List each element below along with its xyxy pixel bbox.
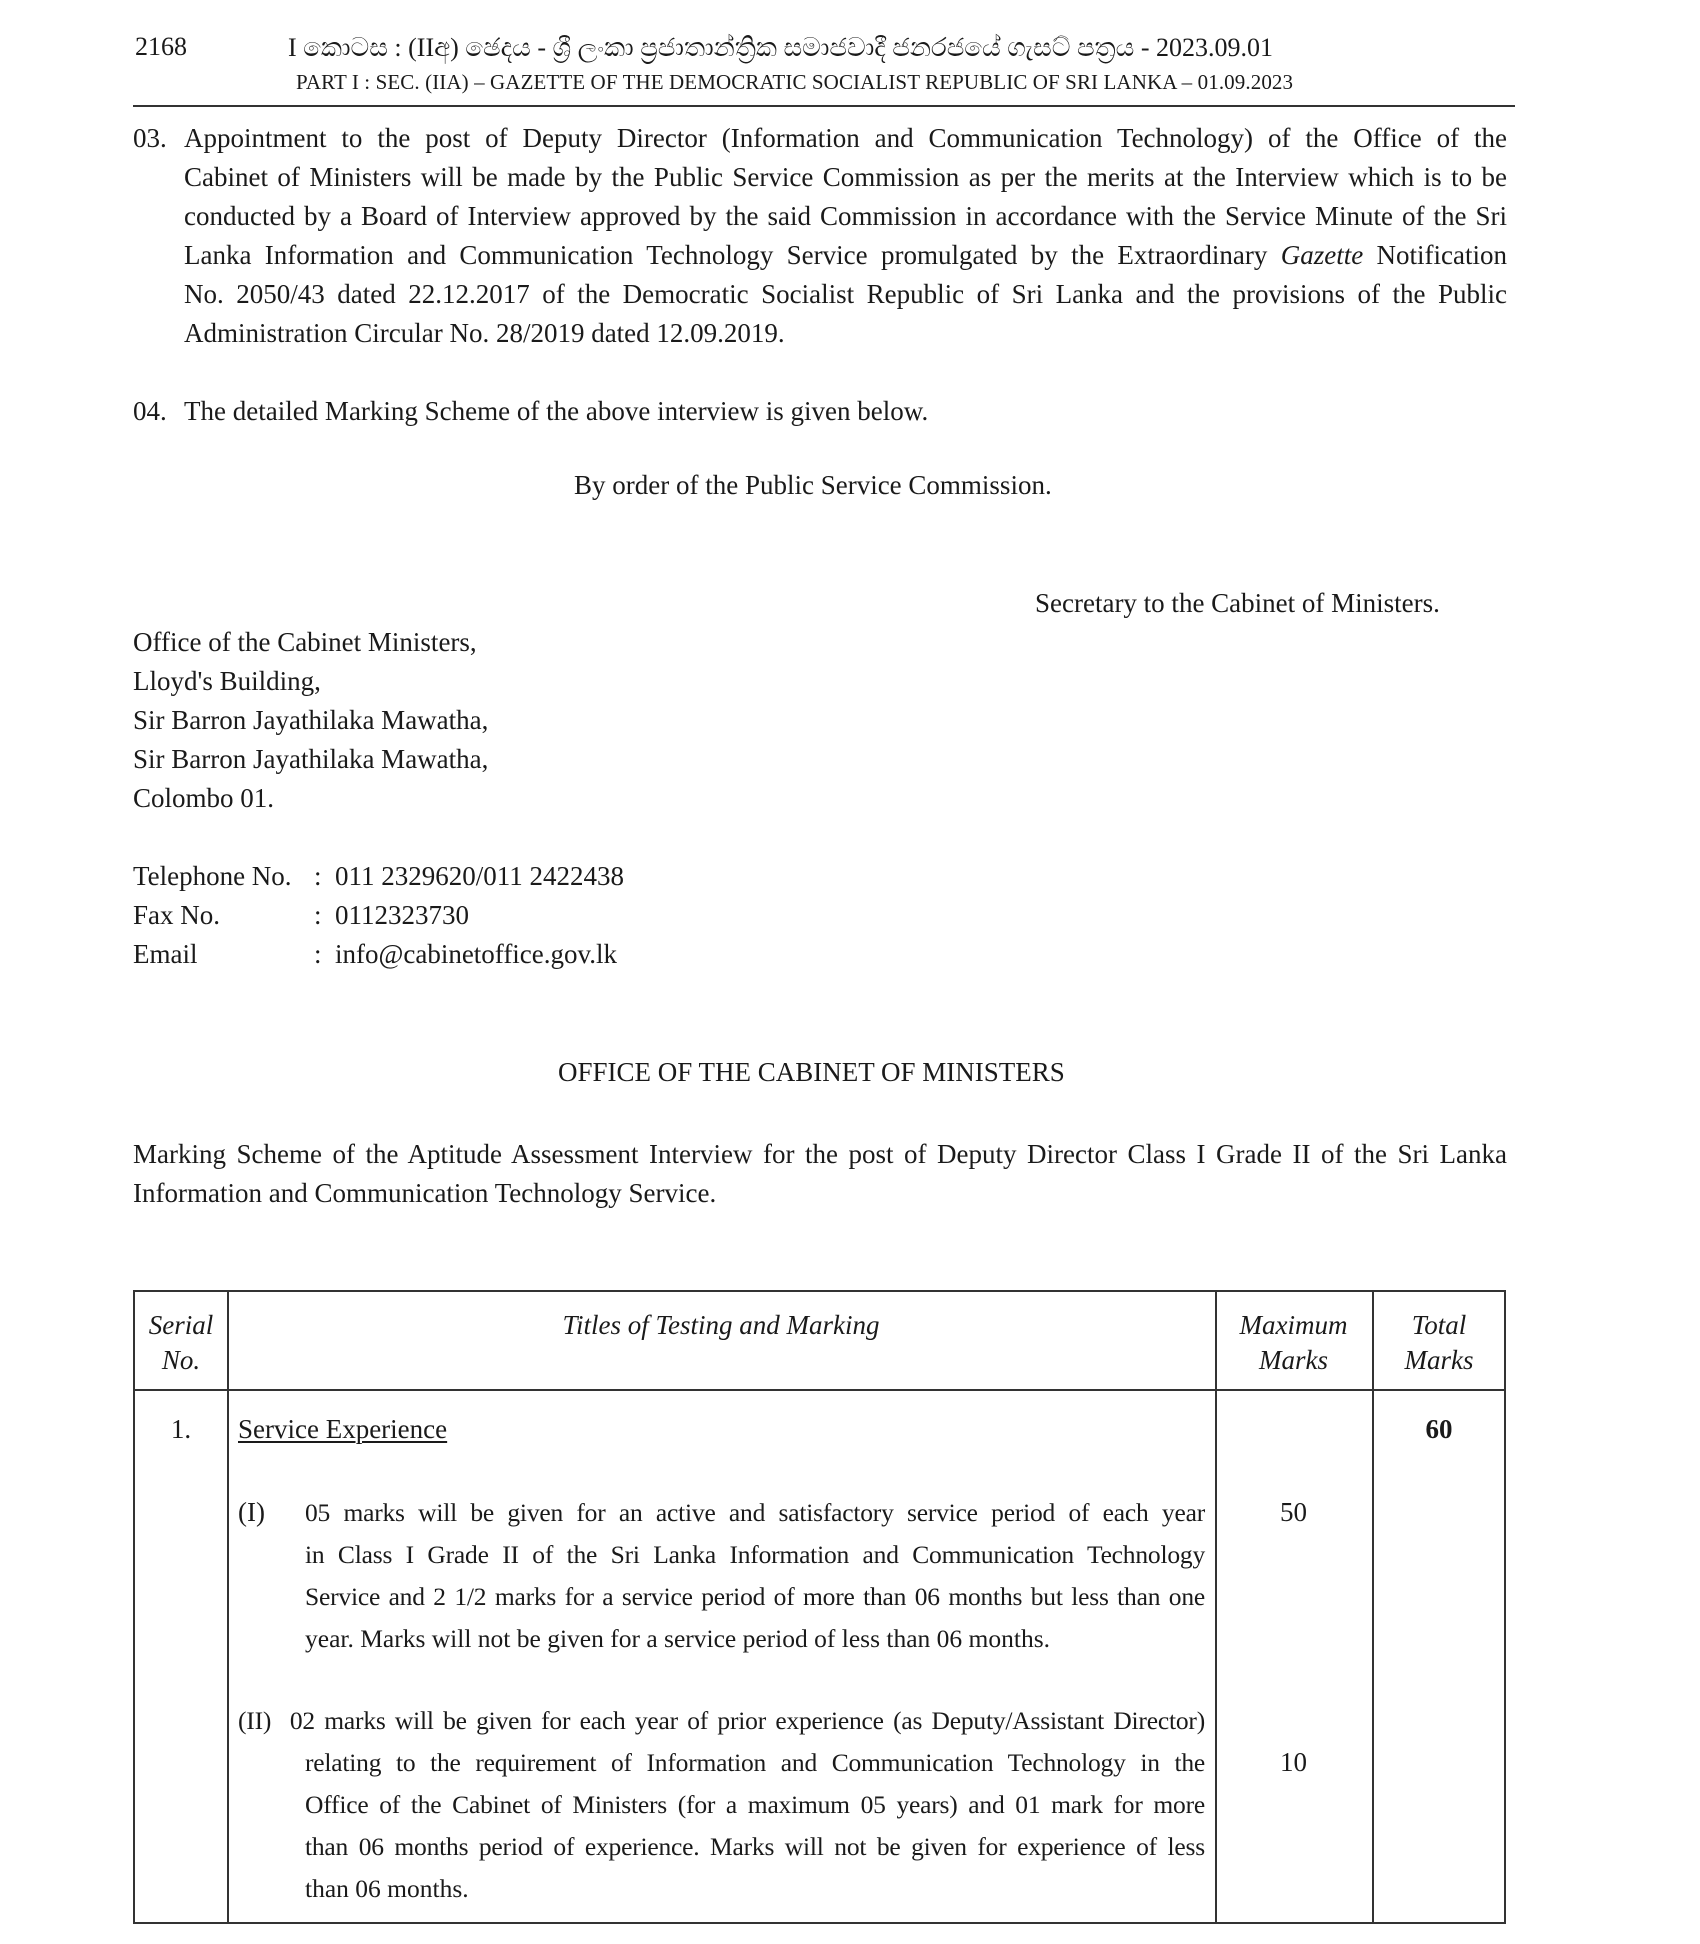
para-03-line-1: Appointment to the post of Deputy Director (Information and Communication Technology) of the Office of the bbox=[184, 123, 1507, 153]
email-value: info@cabinetoffice.gov.lk bbox=[335, 939, 618, 969]
item-ii-first-line: (II) 02 marks will be given for each year of prior experience (as Deputy/Assistant Director) bbox=[238, 1706, 1205, 1735]
telephone-label: Telephone No. bbox=[133, 861, 292, 891]
marking-scheme-table bbox=[133, 1290, 1506, 1924]
header-rule bbox=[133, 105, 1515, 107]
signatory-title: Secretary to the Cabinet of Ministers. bbox=[1035, 588, 1440, 618]
fax-value: 0112323730 bbox=[335, 900, 469, 930]
item-ii-max-marks: 10 bbox=[1280, 1747, 1307, 1777]
col-divider-2 bbox=[1215, 1292, 1217, 1922]
para-03-line-3: conducted by a Board of Interview approved by the said Commission in accordance with the Service Minute of the Sri bbox=[184, 201, 1507, 231]
para-03-body bbox=[184, 119, 1507, 353]
address-line-5: Colombo 01. bbox=[133, 783, 275, 813]
gazette-header-english: PART I : SEC. (IIA) – GAZETTE OF THE DEMOCRATIC SOCIALIST REPUBLIC OF SRI LANKA – 01.09.2023 bbox=[296, 70, 1294, 94]
header-titles-of-testing: Titles of Testing and Marking bbox=[562, 1310, 880, 1340]
by-order-line: By order of the Public Service Commission. bbox=[574, 470, 1052, 500]
item-ii-label: (II) bbox=[238, 1706, 272, 1735]
scheme-intro bbox=[133, 1135, 1507, 1213]
para-03-number: 03. bbox=[133, 123, 167, 153]
gazette-header-sinhala: I කොටස : (IIඅ) ඡෙදය - ශ්‍රී ලංකා ප්‍රජාතාන්ත්‍රික සමාජවාදී ජනරජයේ ගැසට් පත්‍රය - 2023.09.01 bbox=[288, 33, 1274, 62]
gazette-italic: Gazette bbox=[1280, 240, 1364, 270]
telephone-value: 011 2329620/011 2422438 bbox=[335, 861, 624, 891]
item-ii-text: (II) 02 marks will be given for each year of prior experience (as Deputy/Assistant Director) relating to the requirement of Information and Communication Technology in the Office of the Cabinet of Ministers (for a maximum 05 years) and 01 mark for more than 06 months period of experience. Marks will not be given for experience of less than 06 months. bbox=[238, 1700, 1205, 1910]
row-1-serial: 1. bbox=[170, 1414, 192, 1444]
para-03-line-2: Cabinet of Ministers will be made by the Public Service Commission as per the merits at the Interview which is to be bbox=[184, 162, 1507, 192]
office-heading: OFFICE OF THE CABINET OF MINISTERS bbox=[558, 1057, 1065, 1087]
row-1-total-marks: 60 bbox=[1425, 1414, 1453, 1444]
col-divider-3 bbox=[1372, 1292, 1374, 1922]
address-line-4: Sir Barron Jayathilaka Mawatha, bbox=[133, 744, 489, 774]
header-divider bbox=[135, 1389, 1504, 1391]
page-number: 2168 bbox=[135, 32, 187, 61]
email-colon: : bbox=[314, 939, 322, 969]
para-03-line-5: No. 2050/43 dated 22.12.2017 of the Democratic Socialist Republic of Sri Lanka and the provisions of the Public bbox=[184, 279, 1507, 309]
para-04-number: 04. bbox=[133, 396, 167, 426]
para-03-line-4: Lanka Information and Communication Technology Service promulgated by the Extraordinary Gazette Notification bbox=[184, 240, 1508, 270]
header-serial-no: Serial No. bbox=[148, 1310, 214, 1375]
para-04-text: The detailed Marking Scheme of the above interview is given below. bbox=[184, 396, 929, 426]
row-1-title: Service Experience bbox=[238, 1414, 448, 1444]
telephone-colon: : bbox=[314, 861, 322, 891]
header-total-marks: Total Marks bbox=[1404, 1310, 1474, 1375]
para-03-line-6: Administration Circular No. 28/2019 dated 12.09.2019. bbox=[184, 318, 785, 348]
address-line-2: Lloyd's Building, bbox=[133, 666, 321, 696]
fax-colon: : bbox=[314, 900, 322, 930]
item-i-label: (I) bbox=[238, 1497, 265, 1527]
scheme-intro-line-2: Information and Communication Technology Service. bbox=[133, 1178, 717, 1208]
scheme-intro-line-1: Marking Scheme of the Aptitude Assessment Interview for the post of Deputy Director Class I Grade II of the Sri Lanka bbox=[133, 1139, 1507, 1169]
address-line-3: Sir Barron Jayathilaka Mawatha, bbox=[133, 705, 489, 735]
fax-label: Fax No. bbox=[133, 900, 220, 930]
item-i-max-marks: 50 bbox=[1280, 1497, 1307, 1527]
col-divider-1 bbox=[227, 1292, 229, 1922]
item-i-text: 05 marks will be given for an active and satisfactory service period of each year in Class I Grade II of the Sri Lanka Information and Communication Technology Service and 2 1/2 marks for a service period of more than 06 months but less than one year. Marks will not be given for a service period of less than 06 months. bbox=[305, 1498, 1205, 1653]
address-line-1: Office of the Cabinet Ministers, bbox=[133, 627, 477, 657]
email-label: Email bbox=[133, 939, 198, 969]
header-maximum-marks: Maximum Marks bbox=[1239, 1310, 1348, 1375]
